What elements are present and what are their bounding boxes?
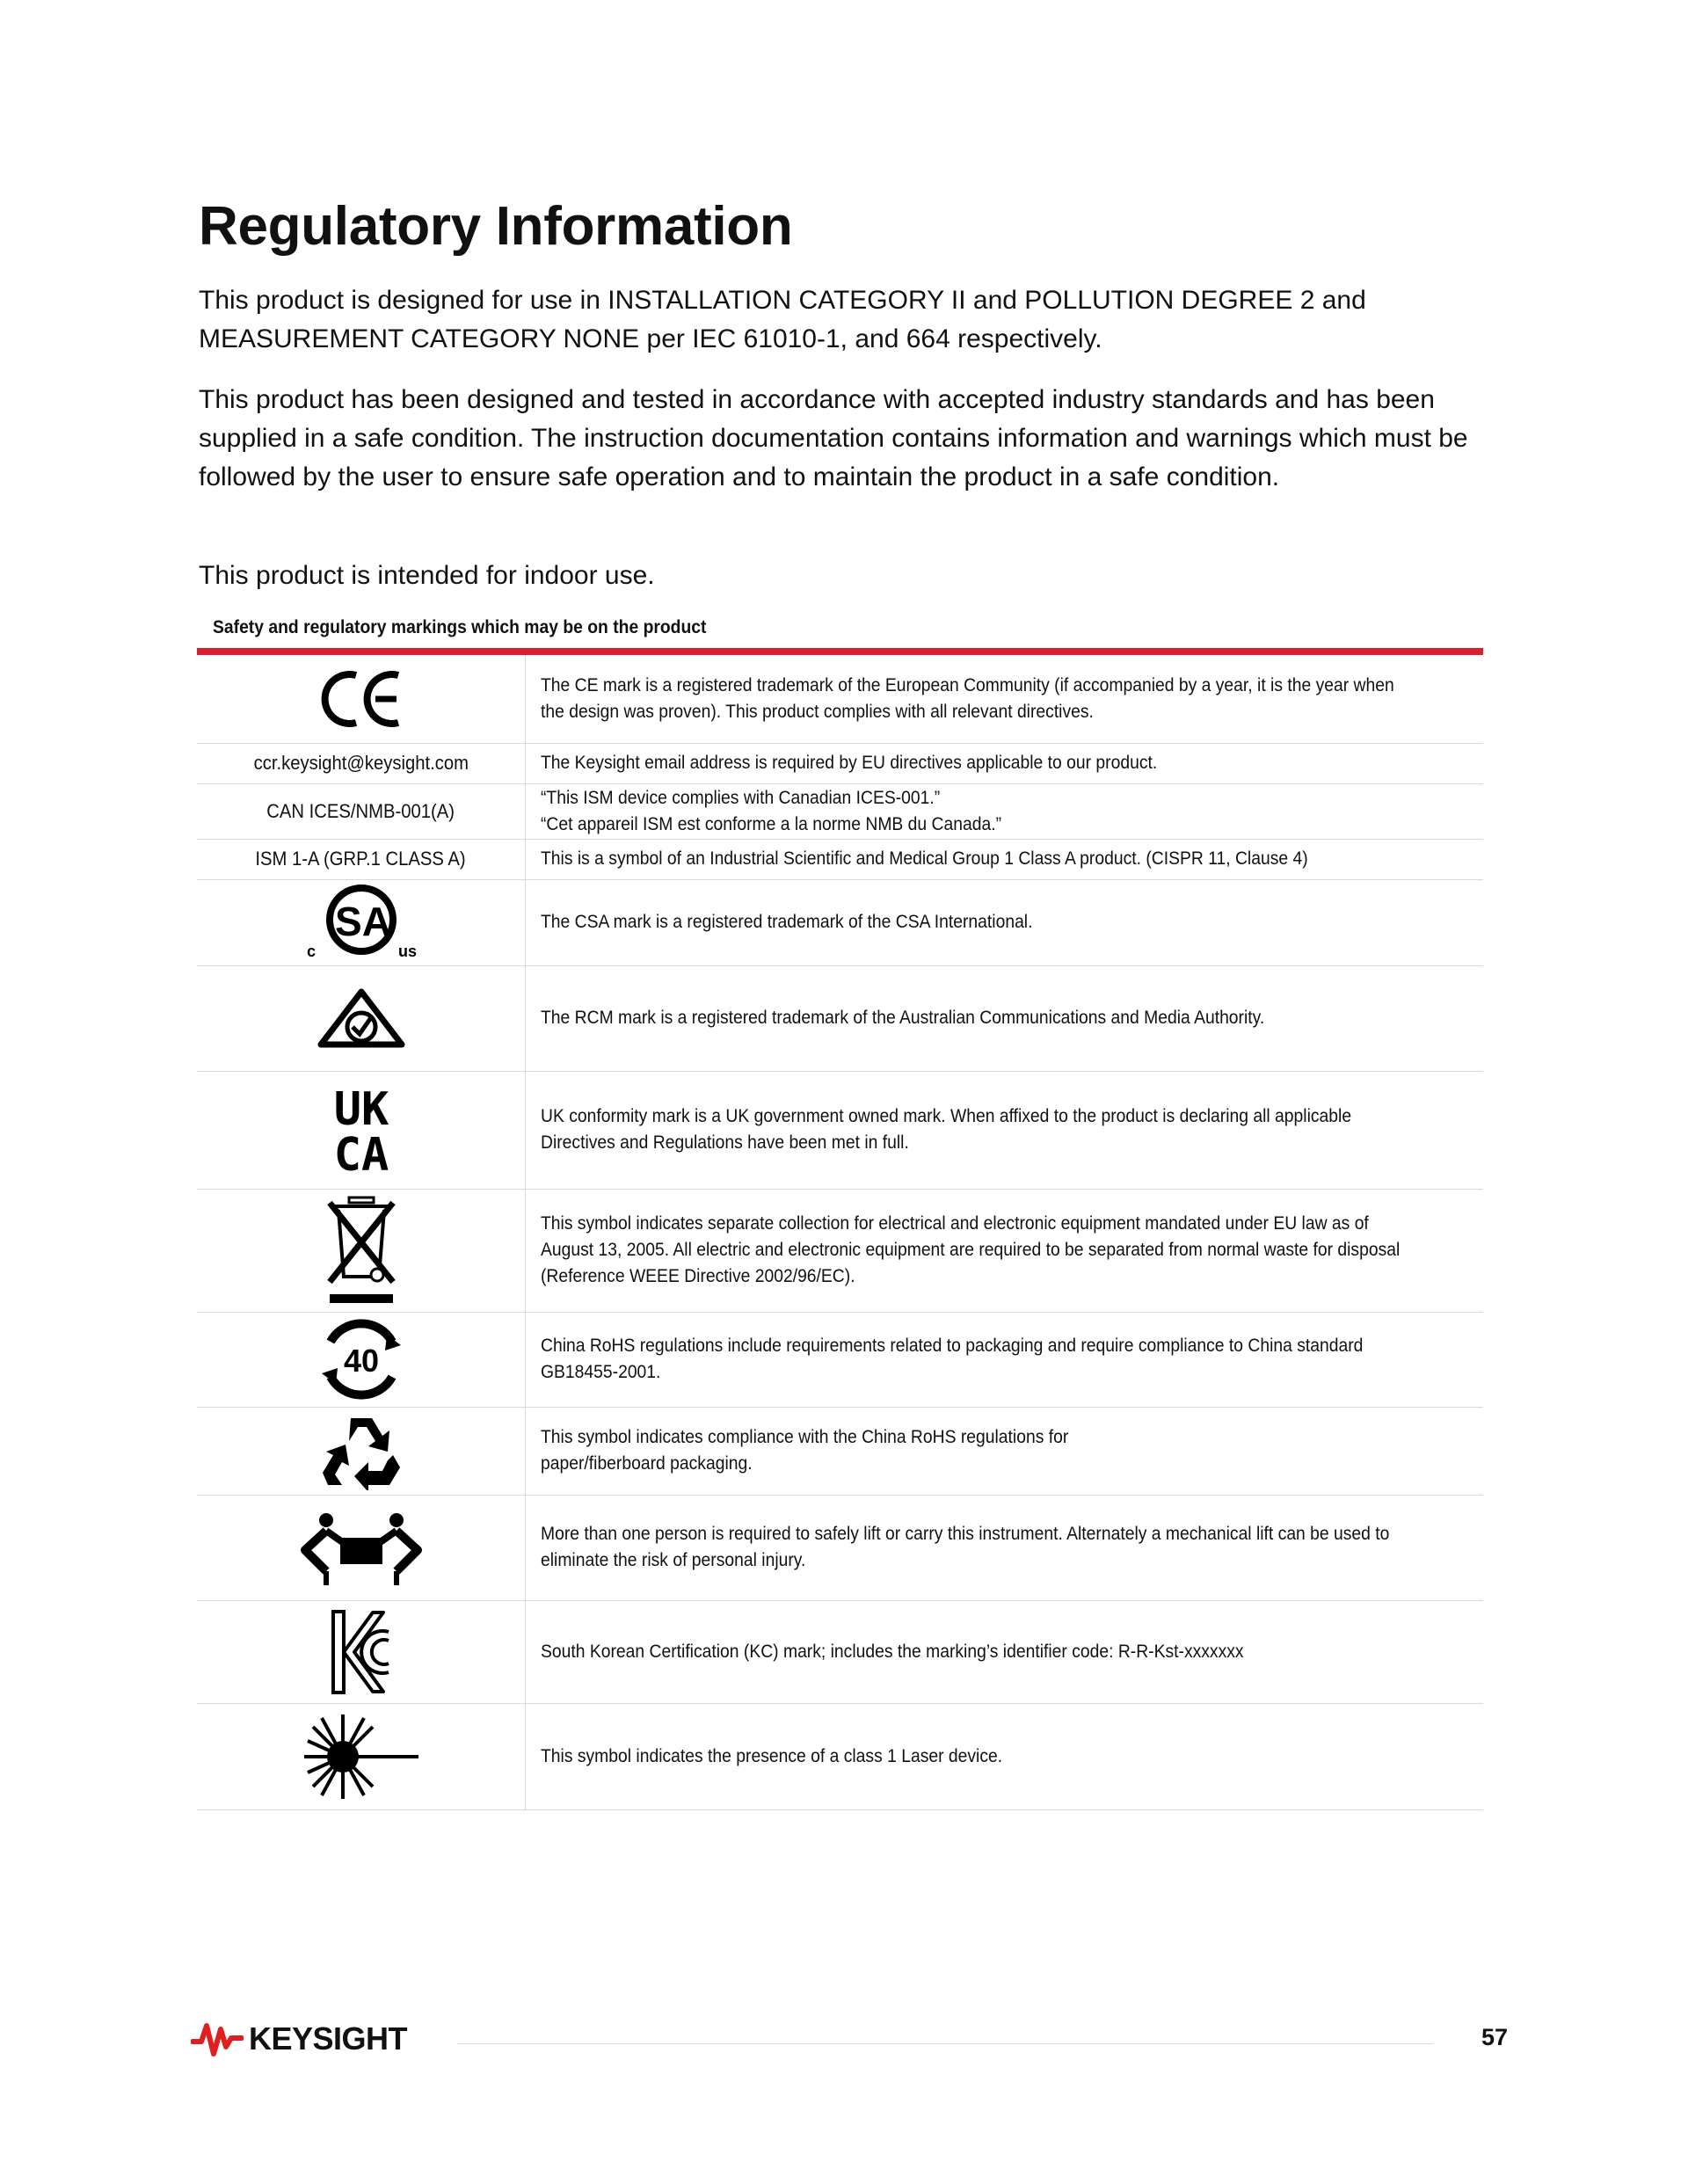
rcm-mark-icon [316, 986, 407, 1050]
table-header-rule [197, 648, 1483, 655]
regulatory-markings-table [197, 655, 1483, 1810]
laser-description: This symbol indicates the presence of a class 1 Laser device. [541, 1745, 1003, 1766]
recycle-icon [319, 1411, 404, 1490]
ices-description: “This ISM device complies with Canadian ICES-001.” “Cet appareil ISM est conforme a la norme NMB du Canada.” [541, 787, 1002, 834]
table-row [197, 879, 1483, 965]
paragraph-safety-statement: This product has been designed and tested in accordance with accepted industry standards and has been supplied in a safe condition. The instruction documentation contains information and warnings which must be followed by the user to ensure safe operation and to maintain the product in a safe condition. [199, 385, 1468, 491]
china-rohs-40-icon [313, 1315, 410, 1403]
ism-description: This is a symbol of an Industrial Scientific and Medical Group 1 Class A product. (CISPR 11, Clause 4) [541, 848, 1308, 869]
ukca-mark-line1: UK [333, 1086, 389, 1136]
symbol-cell [197, 1495, 526, 1600]
china-rohs-description: China RoHS regulations include requirements related to packaging and require compliance to China standard GB18455-2001. [541, 1336, 1364, 1382]
csa-mark-us: us [397, 943, 417, 960]
description-cell [526, 879, 1484, 965]
kc-mark-icon [331, 1609, 392, 1695]
table-row [197, 655, 1483, 743]
csa-mark-icon [300, 883, 423, 962]
weee-description: This symbol indicates separate collection for electrical and electronic equipment mandated under EU law as of August 13, 2005. All electric and electronic equipment are required to be separated from normal waste for disposal (Reference WEEE Directive 2002/96/EC). [541, 1213, 1401, 1286]
description-cell [526, 1189, 1484, 1312]
ukca-description: UK conformity mark is a UK government owned mark. When affixed to the product is declaring all applicable Directives and Regulations have been met in full. [541, 1106, 1352, 1153]
footer-logo [191, 2020, 407, 2057]
page-title: Regulatory Information [199, 196, 793, 257]
keysight-wave-icon [191, 2020, 244, 2057]
ukca-mark-line2: CA [333, 1129, 389, 1174]
paragraph-installation-category: This product is designed for use in INSTALLATION CATEGORY II and POLLUTION DEGREE 2 and MEASUREMENT CATEGORY NONE per IEC 61010-1, and 664 respectively. [199, 286, 1366, 353]
weee-bin-icon [326, 1196, 397, 1305]
table-row [197, 1600, 1483, 1703]
symbol-cell [197, 1189, 526, 1312]
description-cell [526, 1407, 1484, 1495]
symbol-cell [197, 965, 526, 1071]
rcm-description: The RCM mark is a registered trademark of the Australian Communications and Media Authority. [541, 1008, 1265, 1028]
description-cell [526, 783, 1484, 839]
description-cell [526, 655, 1484, 743]
page-number: 57 [1481, 2024, 1509, 2050]
csa-description: The CSA mark is a registered trademark of the CSA International. [541, 912, 1033, 932]
table-row [197, 965, 1483, 1071]
table-row [197, 839, 1483, 879]
symbol-cell [197, 1600, 526, 1703]
description-cell [526, 1495, 1484, 1600]
email-description: The Keysight email address is required by EU directives applicable to our product. [541, 753, 1158, 773]
table-caption: Safety and regulatory markings which may be on the product [213, 617, 707, 637]
ukca-mark-icon [317, 1086, 405, 1174]
table-row [197, 1407, 1483, 1495]
ce-mark-icon [317, 670, 405, 728]
symbol-cell [197, 1407, 526, 1495]
brand-name: KEYSIGHT [249, 2020, 408, 2057]
table-row [197, 1189, 1483, 1312]
symbol-cell [197, 839, 526, 879]
description-cell [526, 839, 1484, 879]
description-cell [526, 743, 1484, 783]
kc-description: South Korean Certification (KC) mark; includes the marking’s identifier code: R-R-Kst-xxxxxxx [541, 1641, 1244, 1662]
symbol-cell [197, 743, 526, 783]
csa-mark-c: c [306, 943, 316, 960]
two-person-lift-icon [300, 1508, 423, 1587]
footer-divider [457, 2043, 1433, 2044]
china-rohs-number: 40 [343, 1343, 379, 1379]
eu-email-address: ccr.keysight@keysight.com [253, 752, 469, 774]
csa-mark-letters: SA [334, 899, 391, 944]
description-cell [526, 965, 1484, 1071]
description-cell [526, 1071, 1484, 1189]
two-person-lift-description: More than one person is required to safely lift or carry this instrument. Alternately a mechanical lift can be used to eliminate the risk of personal injury. [541, 1524, 1390, 1570]
ce-mark-description: The CE mark is a registered trademark of the European Community (if accompanied by a year, it is the year when the design was proven). This product complies with all relevant directives. [541, 674, 1394, 722]
ism-label: ISM 1-A (GRP.1 CLASS A) [255, 848, 467, 870]
description-cell [526, 1312, 1484, 1407]
ices-label: CAN ICES/NMB-001(A) [266, 799, 455, 822]
description-cell [526, 1600, 1484, 1703]
description-cell [526, 1703, 1484, 1809]
table-row [197, 1703, 1483, 1809]
symbol-cell [197, 879, 526, 965]
symbol-cell [197, 1071, 526, 1189]
table-row [197, 1071, 1483, 1189]
symbol-cell [197, 1312, 526, 1407]
table-row [197, 743, 1483, 783]
laser-icon [302, 1711, 420, 1802]
table-row [197, 783, 1483, 839]
symbol-cell [197, 783, 526, 839]
table-row [197, 1495, 1483, 1600]
symbol-cell [197, 655, 526, 743]
paragraph-indoor-use: This product is intended for indoor use. [199, 561, 655, 590]
table-row [197, 1312, 1483, 1407]
symbol-cell [197, 1703, 526, 1809]
recycle-description: This symbol indicates compliance with the China RoHS regulations for paper/fiberboard packaging. [541, 1427, 1069, 1474]
